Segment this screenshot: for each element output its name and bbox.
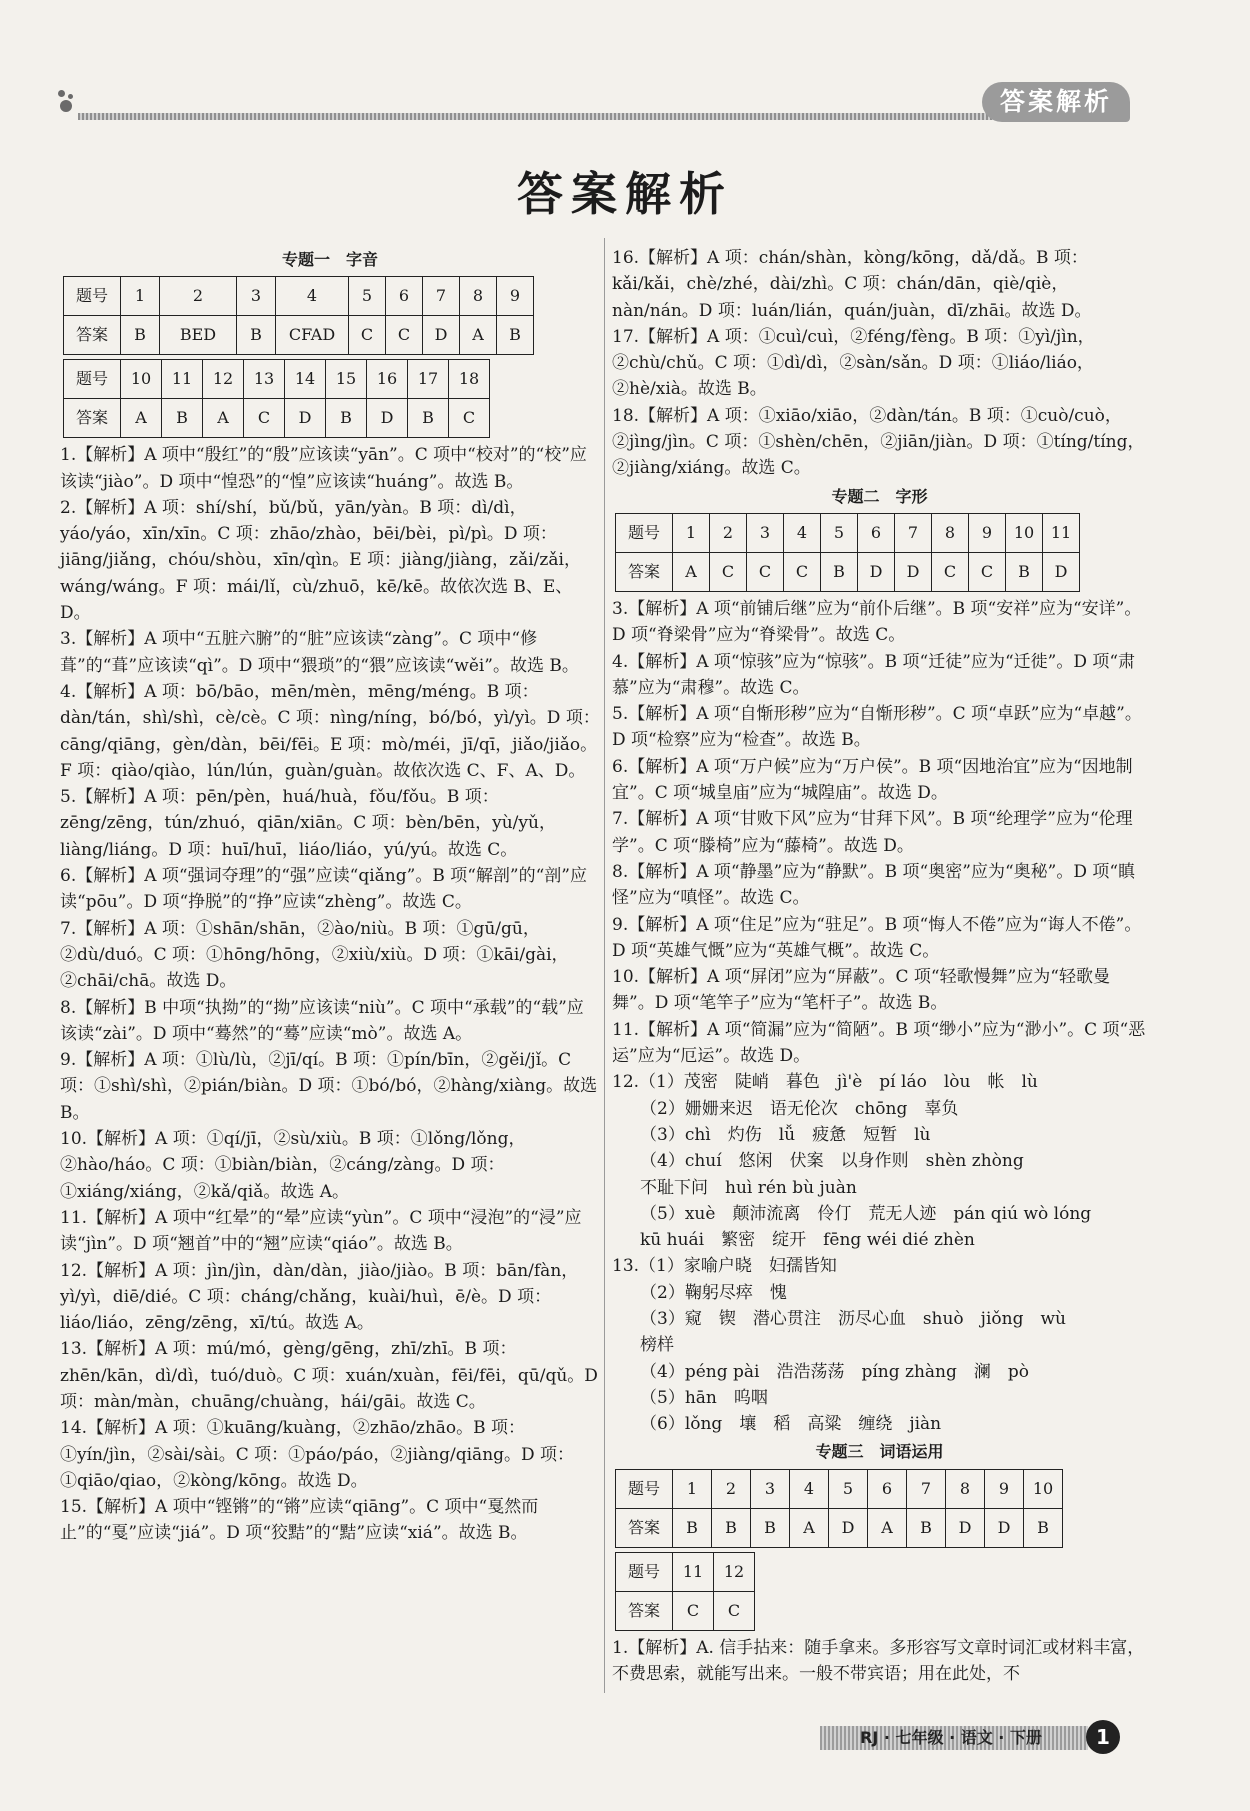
- answer-item: 4.【解析】A 项：bō/bāo，mēn/mèn，mēng/méng。B 项：dàn/tán，shì/shì，cè/cè。C 项：nìng/níng，bó/bó，yì/yì。D 项：cāng/qiāng，gèn/dàn，bēi/fēi。E 项：mò/méi，jī/qī，jiǎo/jiǎo。F 项：qiào/qiào，lún/lún，guàn/guàn。故依次选 C、F、A、D。: [60, 681, 600, 781]
- answer-item: 4.【解析】A 项“惊骇”应为“惊骇”。B 项“迁徒”应为“迁徙”。D 项“肃慕”应为“肃穆”。故选 C。: [612, 651, 1136, 698]
- table-cell: 14: [285, 360, 326, 399]
- answer-item: 16.【解析】A 项：chán/shàn，kòng/kōng，dǎ/dǎ。B 项：kǎi/kǎi，chè/zhé，dài/zhì。C 项：chán/dān，qiè/qiè，nàn/nán。D 项：luán/lián，quán/juàn，dī/zhāi。故选 D。: [612, 248, 1092, 321]
- answer-line: 榜样: [640, 1335, 674, 1356]
- answer-item: 7.【解析】A 项：①shān/shān，②ào/niù。B 项：①gū/gū，②dù/duó。C 项：①hōng/hōng，②xiù/xiù。D 项：①kāi/gài，②chāi/chā。故选 D。: [60, 918, 569, 992]
- header-rule: [78, 113, 998, 120]
- table-cell: 3: [747, 513, 784, 552]
- table-row: [64, 360, 490, 399]
- answer-item: 5.【解析】A 项“自惭形秽”应为“自惭形秽”。C 项“卓跃”应为“卓越”。D 项“检察”应为“检查”。故选 B。: [612, 704, 1142, 751]
- section-title-topic3: 专题三 词语运用: [815, 1442, 944, 1462]
- table-cell: 答案: [64, 316, 121, 355]
- column-divider: [604, 238, 605, 1693]
- table-cell: A: [203, 399, 244, 438]
- table-cell: D: [1043, 552, 1080, 591]
- page-number: 1: [1086, 1720, 1120, 1754]
- table-cell: 15: [326, 360, 367, 399]
- table-cell: A: [790, 1508, 829, 1547]
- table-cell: 7: [423, 277, 460, 316]
- table-cell: C: [932, 552, 969, 591]
- right-column: [612, 245, 1147, 1687]
- answer-item: 3.【解析】A 项“前铺后继”应为“前仆后继”。B 项“安祥”应为“安详”。D 项“脊梁骨”应为“脊梁骨”。故选 C。: [612, 598, 1142, 646]
- table-cell: C: [710, 552, 747, 591]
- table-cell: C: [784, 552, 821, 591]
- table-row: [64, 316, 534, 355]
- table-cell: C: [449, 399, 490, 438]
- answer-item: 10.【解析】A 项：①qí/jī，②sù/xiù。B 项：①lǒng/lǒng，②hào/háo。C 项：①biàn/biàn，②cáng/zàng。D 项：①xiáng/xiáng，②kǎ/qiǎ。故选 A。: [60, 1129, 526, 1202]
- table-cell: 9: [969, 513, 1006, 552]
- answer-item: 13.【解析】A 项：mú/mó，gèng/gēng，zhī/zhī。B 项：zhēn/kān，dì/dì，tuó/duò。C 项：xuán/xuàn，fēi/fēi，qū/qǔ。D 项：màn/màn，chuāng/chuàng，hái/gāi。故选 C。: [60, 1339, 598, 1412]
- footer-label: RJ · 七年级 · 语文 · 下册: [860, 1728, 1042, 1747]
- answer-item: 14.【解析】A 项：①kuāng/kuàng，②zhāo/zhāo。B 项：①yín/jìn，②sài/sài。C 项：①páo/páo，②jiàng/qiāng。D 项：①qiāo/qiao，②kòng/kōng。故选 D。: [60, 1418, 575, 1491]
- table-cell: 题号: [64, 360, 121, 399]
- table-cell: C: [386, 316, 423, 355]
- answer-item: 12.（1）茂密 陡峭 暮色 jì'è pí láo lòu 帐 lù: [612, 1072, 1038, 1093]
- answer-item: 18.【解析】A 项：①xiāo/xiāo，②dàn/tán。B 项：①cuò/cuò，②jìng/jìn。C 项：①shèn/chēn，②jiān/jiàn。D 项：①tíng/tíng，②jiàng/xiáng。故选 C。: [612, 405, 1145, 479]
- table-cell: 10: [1006, 513, 1043, 552]
- table-cell: 4: [784, 513, 821, 552]
- table-cell: 题号: [616, 1552, 673, 1591]
- table-row: [616, 1591, 755, 1630]
- answer-item: 1.【解析】A. 信手拈来：随手拿来。多形容写文章时词汇或材料丰富，不费思索，就能写出来。一般不带宾语；用在此处，不: [612, 1637, 1145, 1685]
- table-cell: B: [497, 316, 534, 355]
- table-cell: 12: [714, 1552, 755, 1591]
- topic1-answer-table: [63, 276, 534, 355]
- section-title-topic2: 专题二 字形: [831, 486, 928, 506]
- answer-line: （5）xuè 颠沛流离 伶仃 荒无人迹 pán qiú wò lóng: [640, 1203, 1092, 1224]
- answer-item: 6.【解析】A 项“强词夺理”的“强”应读“qiǎng”。B 项“解剖”的“剖”应读“pōu”。D 项“挣脱”的“挣”应读“zhèng”。故选 C。: [60, 866, 587, 913]
- answer-item: 11.【解析】A 项中“红晕”的“晕”应读“yùn”。C 项中“浸泡”的“浸”应读“jìn”。D 项“翘首”中的“翘”应读“qiáo”。故选 B。: [60, 1207, 582, 1255]
- answer-line: （2）鞠躬尽瘁 愧: [640, 1282, 787, 1303]
- table-cell: 8: [946, 1469, 985, 1508]
- table-cell: 6: [386, 277, 423, 316]
- table-cell: A: [673, 552, 710, 591]
- table-cell: D: [829, 1508, 868, 1547]
- answer-item: 17.【解析】A 项：①cuì/cuì，②féng/fèng。B 项：①yì/jìn，②chù/chǔ。C 项：①dì/dì，②sàn/sǎn。D 项：①liáo/liáo，②hè/xià。故选 B。: [612, 326, 1095, 400]
- answer-item: 11.【解析】A 项“简漏”应为“简陋”。B 项“缈小”应为“渺小”。C 项“恶运”应为“厄运”。故选 D。: [612, 1019, 1146, 1067]
- answer-item: 3.【解析】A 项中“五脏六腑”的“脏”应该读“zàng”。C 项中“修葺”的“葺”应该读“qì”。D 项中“猥琐”的“猥”应该读“wěi”。故选 B。: [60, 629, 579, 676]
- table-cell: 3: [237, 277, 276, 316]
- table-cell: B: [821, 552, 858, 591]
- table-cell: B: [162, 399, 203, 438]
- table-cell: 答案: [616, 552, 673, 591]
- table-cell: B: [1024, 1508, 1063, 1547]
- table-cell: B: [907, 1508, 946, 1547]
- table-cell: B: [408, 399, 449, 438]
- table-cell: A: [460, 316, 497, 355]
- table-cell: 6: [868, 1469, 907, 1508]
- table-cell: D: [423, 316, 460, 355]
- table-cell: 10: [121, 360, 162, 399]
- table-row: [616, 1469, 1063, 1508]
- topic3-answer-table-2: [615, 1552, 755, 1631]
- answer-item: 8.【解析】B 中项“执拗”的“拗”应该读“niù”。C 项中“承载”的“载”应该读“zài”。D 项中“蓦然”的“蓦”应读“mò”。故选 A。: [60, 997, 584, 1044]
- table-row: [64, 399, 490, 438]
- table-row: [64, 277, 534, 316]
- table-cell: C: [714, 1591, 755, 1630]
- topic2-answer-table: [615, 513, 1080, 592]
- answer-item: 8.【解析】A 项“静墨”应为“静默”。B 项“奥密”应为“奥秘”。D 项“瞋怪”应为“嗔怪”。故选 C。: [612, 861, 1136, 909]
- answer-line: （3）窥 锲 潜心贯注 沥尽心血 shuò jiǒng wù: [640, 1308, 1066, 1329]
- table-cell: D: [946, 1508, 985, 1547]
- table-row: [616, 552, 1080, 591]
- table-cell: B: [712, 1508, 751, 1547]
- table-cell: 8: [932, 513, 969, 552]
- table-cell: 答案: [616, 1508, 673, 1547]
- table-cell: 1: [121, 277, 160, 316]
- topic3-answer-table: [615, 1469, 1063, 1548]
- answer-item: 10.【解析】A 项“屏闭”应为“屏蔽”。C 项“轻歌慢舞”应为“轻歌曼舞”。D 项“笔竿子”应为“笔杆子”。故选 B。: [612, 967, 1110, 1014]
- table-cell: 17: [408, 360, 449, 399]
- topic1-answer-table-2: [63, 359, 490, 438]
- table-cell: D: [285, 399, 326, 438]
- answer-item: 2.【解析】A 项：shí/shí，bǔ/bǔ，yān/yàn。B 项：dì/dì，yáo/yáo，xīn/xīn。C 项：zhāo/zhào，bēi/bèi，pì/pì。D 项：jiāng/jiǎng，chóu/shòu，xīn/qìn。E 项：jiàng/jiàng，zǎi/zǎi，wáng/wáng。F 项：mái/lǐ，cù/zhuō，kē/kē。故依次选 B、E、D。: [60, 497, 581, 624]
- table-cell: 10: [1024, 1469, 1063, 1508]
- answer-line: （4）péng pài 浩浩荡荡 píng zhàng 澜 pò: [640, 1361, 1029, 1382]
- table-cell: 12: [203, 360, 244, 399]
- table-cell: 5: [349, 277, 386, 316]
- table-cell: C: [349, 316, 386, 355]
- page-title: 答案解析: [517, 167, 733, 221]
- table-cell: 5: [829, 1469, 868, 1508]
- table-cell: D: [367, 399, 408, 438]
- table-row: [616, 513, 1080, 552]
- table-cell: 4: [790, 1469, 829, 1508]
- table-cell: B: [1006, 552, 1043, 591]
- table-cell: 6: [858, 513, 895, 552]
- table-cell: B: [121, 316, 160, 355]
- header-tab: 答案解析: [982, 82, 1130, 122]
- table-cell: D: [985, 1508, 1024, 1547]
- table-cell: 9: [985, 1469, 1024, 1508]
- answer-line: （6）lǒng 壤 稻 高粱 缠绕 jiàn: [640, 1414, 942, 1435]
- page-footer: [820, 1720, 1130, 1754]
- table-row: [616, 1508, 1063, 1547]
- table-cell: 题号: [616, 1469, 673, 1508]
- table-cell: 11: [162, 360, 203, 399]
- table-cell: 11: [1043, 513, 1080, 552]
- table-cell: B: [326, 399, 367, 438]
- table-cell: CFAD: [276, 316, 349, 355]
- table-cell: 2: [710, 513, 747, 552]
- table-cell: 9: [497, 277, 534, 316]
- table-cell: BED: [160, 316, 237, 355]
- answer-item: 6.【解析】A 项“万户候”应为“万户侯”。B 项“因地治宜”应为“因地制宜”。C 项“城皇庙”应为“城隍庙”。故选 D。: [612, 756, 1133, 804]
- table-cell: 答案: [616, 1591, 673, 1630]
- table-cell: 题号: [616, 513, 673, 552]
- table-cell: 2: [712, 1469, 751, 1508]
- table-cell: 答案: [64, 399, 121, 438]
- table-cell: D: [895, 552, 932, 591]
- table-cell: C: [673, 1591, 714, 1630]
- table-cell: 7: [907, 1469, 946, 1508]
- table-cell: 2: [160, 277, 237, 316]
- table-cell: 8: [460, 277, 497, 316]
- table-row: [616, 1552, 755, 1591]
- table-cell: A: [868, 1508, 907, 1547]
- table-cell: C: [244, 399, 285, 438]
- answer-item: 9.【解析】A 项“住足”应为“驻足”。B 项“悔人不倦”应为“诲人不倦”。D 项“英雄气慨”应为“英雄气概”。故选 C。: [612, 914, 1142, 961]
- answer-line: （4）chuí 悠闲 伏案 以身作则 shèn zhòng: [640, 1151, 1024, 1172]
- answer-line: kū huái 繁密 绽开 fēng wéi dié zhèn: [640, 1230, 975, 1251]
- answer-item: 1.【解析】A 项中“殷红”的“殷”应该读“yān”。C 项中“校对”的“校”应该读“jiào”。D 项中“惶恐”的“惶”应该读“huáng”。故选 B。: [60, 445, 587, 492]
- answer-line: （5）hān 呜咽: [640, 1387, 768, 1408]
- answer-item: 12.【解析】A 项：jìn/jìn，dàn/dàn，jiào/jiào。B 项：bān/fàn，yì/yì，diē/dié。C 项：cháng/chǎng，kuài/huì，ē/è。D 项：liáo/liáo，zēng/zēng，xī/tú。故选 A。: [60, 1260, 579, 1334]
- table-cell: 1: [673, 513, 710, 552]
- table-cell: 4: [276, 277, 349, 316]
- table-cell: 16: [367, 360, 408, 399]
- answer-line: （3）chì 灼伤 lǚ 疲惫 短暂 lù: [640, 1124, 931, 1145]
- table-cell: 3: [751, 1469, 790, 1508]
- table-cell: 5: [821, 513, 858, 552]
- table-cell: 11: [673, 1552, 714, 1591]
- table-cell: C: [969, 552, 1006, 591]
- answer-item: 13.（1）家喻户晓 妇孺皆知: [612, 1256, 837, 1277]
- table-cell: 题号: [64, 277, 121, 316]
- answer-item: 15.【解析】A 项中“铿锵”的“锵”应读“qiāng”。C 项中“戛然而止”的“戛”应读“jiá”。D 项“狡黠”的“黠”应读“xiá”。故选 B。: [60, 1497, 539, 1544]
- table-cell: 13: [244, 360, 285, 399]
- answer-item: 7.【解析】A 项“甘败下风”应为“甘拜下风”。B 项“纶理学”应为“伦理学”。C 项“滕椅”应为“藤椅”。故选 D。: [612, 809, 1133, 856]
- left-column: [60, 245, 600, 1547]
- table-cell: 1: [673, 1469, 712, 1508]
- answer-item: 9.【解析】A 项：①lù/lù，②jī/qí。B 项：①pín/bīn，②gěi/jǐ。C 项：①shì/shì，②pián/biàn。D 项：①bó/bó，②hàng/xiàng。故选 B。: [60, 1050, 598, 1123]
- table-cell: D: [858, 552, 895, 591]
- table-cell: B: [237, 316, 276, 355]
- table-cell: 18: [449, 360, 490, 399]
- table-cell: C: [747, 552, 784, 591]
- section-title-topic1: 专题一 字音: [281, 250, 378, 269]
- table-cell: B: [673, 1508, 712, 1547]
- answer-line: （2）姗姗来迟 语无伦次 chōng 辜负: [640, 1098, 959, 1119]
- table-cell: B: [751, 1508, 790, 1547]
- table-cell: 7: [895, 513, 932, 552]
- answer-line: 不耻下问 huì rén bù juàn: [640, 1177, 857, 1198]
- answer-item: 5.【解析】A 项：pēn/pèn，huá/huà，fǒu/fǒu。B 项：zēng/zēng，tún/zhuó，qiān/xiān。C 项：bèn/bēn，yù/yǔ，liàng/liáng。D 项：huī/huī，liáo/liáo，yú/yú。故选 C。: [60, 787, 556, 860]
- table-cell: A: [121, 399, 162, 438]
